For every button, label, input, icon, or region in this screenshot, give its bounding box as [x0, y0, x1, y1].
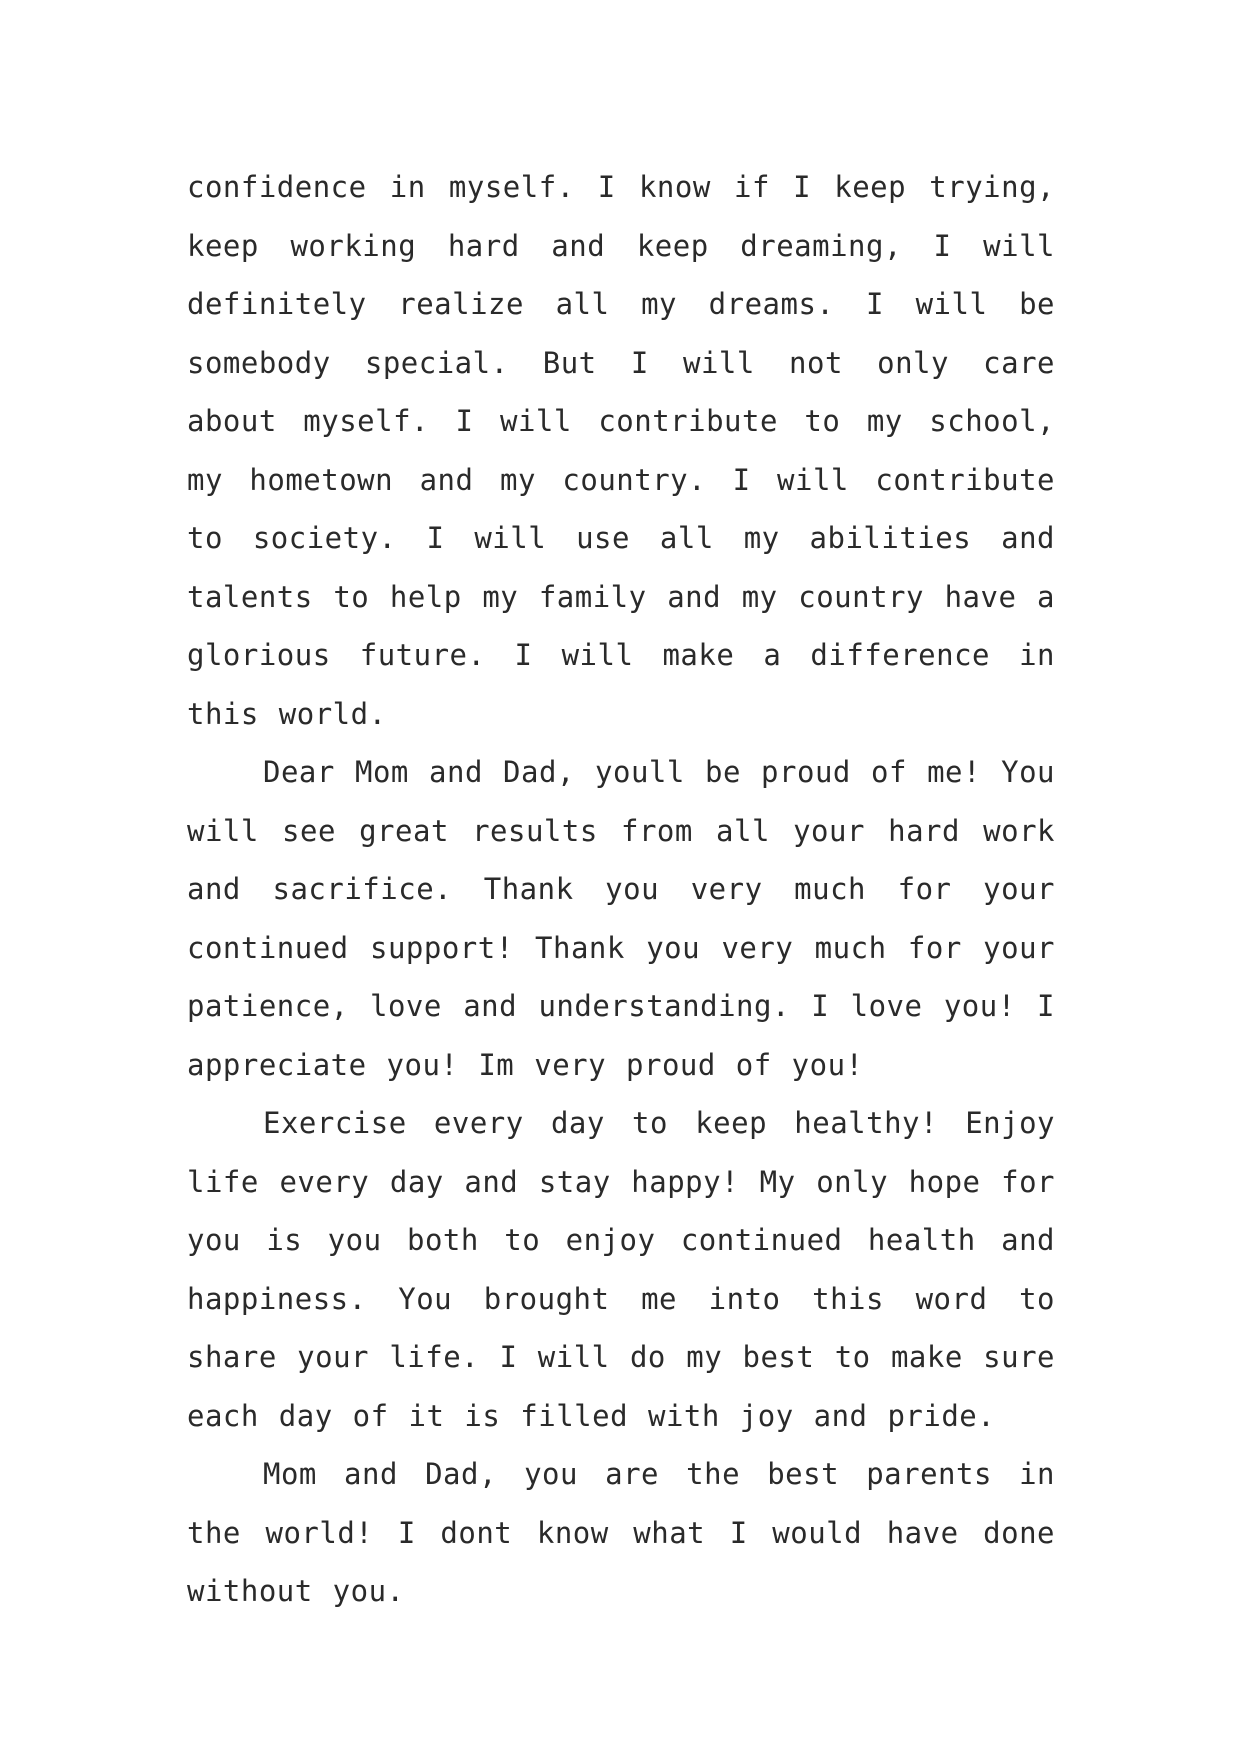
- paragraph-3: Exercise every day to keep healthy! Enjoy life every day and stay happy! My only hope for you is you both to enjoy continued health and happiness. You brought me into this word to share your life. I will do my best to make sure each day of it is filled with joy and pride.: [187, 1106, 1055, 1433]
- paragraph-4: Mom and Dad, you are the best parents in the world! I dont know what I would have done without you.: [187, 1457, 1055, 1608]
- paragraph-2: Dear Mom and Dad, youll be proud of me! You will see great results from all your hard work and sacrifice. Thank you very much for your continued support! Thank you very much for your patience, love and understanding. I love you! I appreciate you! Im very proud of you!: [187, 755, 1055, 1082]
- body-text: [187, 158, 1055, 1621]
- paragraph-1: confidence in myself. I know if I keep trying, keep working hard and keep dreaming, I will definitely realize all my dreams. I will be somebody special. But I will not only care about myself. I will contribute to my school, my hometown and my country. I will contribute to society. I will use all my abilities and talents to help my family and my country have a glorious future. I will make a difference in this world.: [187, 170, 1055, 731]
